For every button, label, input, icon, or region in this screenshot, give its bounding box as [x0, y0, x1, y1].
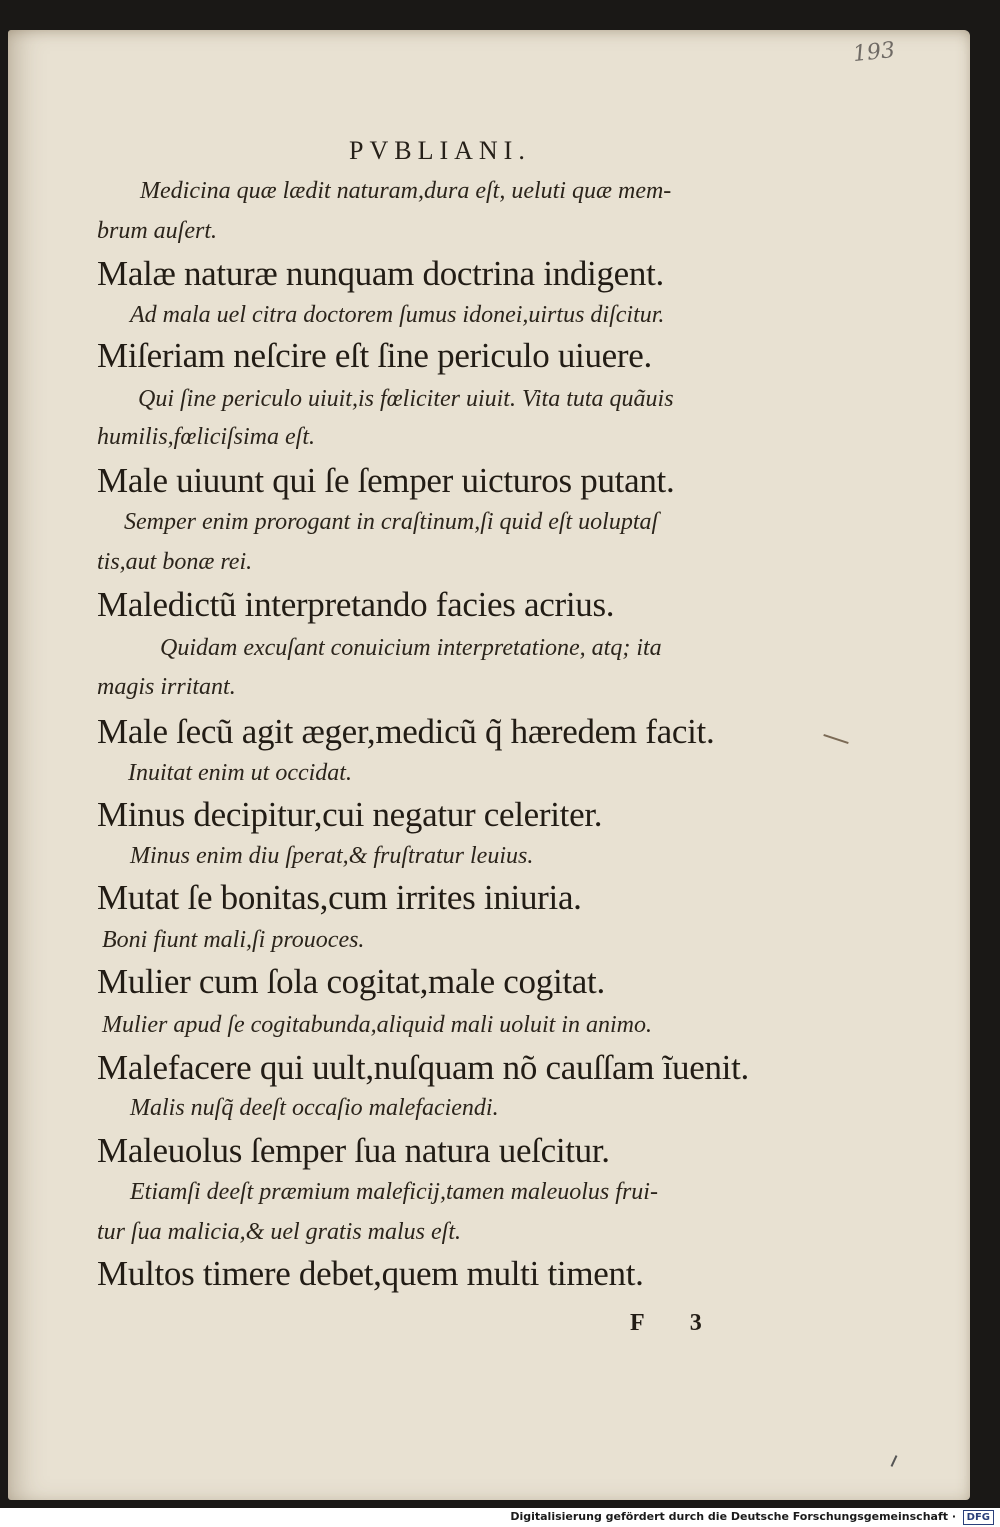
maxim-line: Miſeriam neſcire eſt ſine periculo uiuere. [97, 336, 652, 375]
maxim-line: Mutat ſe bonitas,cum irrites iniuria. [97, 878, 582, 917]
maxim-line: Minus decipitur,cui negatur celeriter. [97, 795, 603, 834]
handwritten-folio-number: 193 [851, 37, 897, 68]
gloss-line: humilis,fœliciſsima eſt. [97, 424, 316, 450]
gloss-line: Mulier apud ſe cogitabunda,aliquid mali uoluit in animo. [102, 1012, 652, 1038]
maxim-line: Mulier cum ſola cogitat,male cogitat. [97, 962, 605, 1001]
funding-credit: Digitalisierung gefördert durch die Deutsche Forschungsgemeinschaft · [510, 1510, 956, 1523]
gloss-line: Ad mala uel citra doctorem ſumus idonei,uirtus diſcitur. [130, 302, 665, 328]
maxim-line: Malefacere qui uult,nuſquam nõ cauſſam ĩuenit. [97, 1048, 749, 1087]
maxim-line: Male ſecũ agit æger,medicũ q̃ hæredem facit. [97, 712, 715, 751]
digitization-footer [0, 1508, 1000, 1527]
gloss-line: magis irritant. [97, 674, 236, 700]
gloss-line: Inuitat enim ut occidat. [128, 760, 352, 786]
gloss-line: Medicina quæ lædit naturam,dura eſt, ueluti quæ mem‑ [140, 178, 672, 204]
gloss-line: Quidam excuſant conuicium interpretatione, atq; ita [160, 635, 662, 661]
maxim-line: Multos timere debet,quem multi timent. [97, 1254, 644, 1293]
maxim-line: Maleuolus ſemper ſua natura ueſcitur. [97, 1131, 610, 1170]
gloss-line: tis,aut bonæ rei. [97, 549, 253, 575]
maxim-line: Malæ naturæ nunquam doctrina indigent. [97, 254, 664, 293]
gloss-line: tur ſua malicia,& uel gratis malus eſt. [97, 1219, 461, 1245]
gloss-line: brum auſert. [97, 218, 217, 244]
gloss-line: Etiamſi deeſt præmium maleficij,tamen maleuolus frui‑ [130, 1179, 658, 1205]
maxim-line: Male uiuunt qui ſe ſemper uicturos putant. [97, 461, 675, 500]
gloss-line: Qui ſine periculo uiuit,is fœliciter uiuit. Vita tuta quãuis [138, 386, 674, 412]
dfg-logo: DFG [963, 1510, 994, 1525]
running-head: PVBLIANI. [349, 136, 531, 165]
gloss-line: Minus enim diu ſperat,& fruſtratur leuius. [130, 843, 534, 869]
gloss-line: Malis nuſq̃ deeſt occaſio malefaciendi. [130, 1095, 499, 1121]
maxim-line: Maledictũ interpretando facies acrius. [97, 585, 615, 624]
gloss-line: Semper enim prorogant in craſtinum,ſi quid eſt uoluptaſ [124, 509, 659, 535]
signature-mark: F 3 [630, 1310, 722, 1336]
gloss-line: Boni fiunt mali,ſi prouoces. [102, 927, 365, 953]
